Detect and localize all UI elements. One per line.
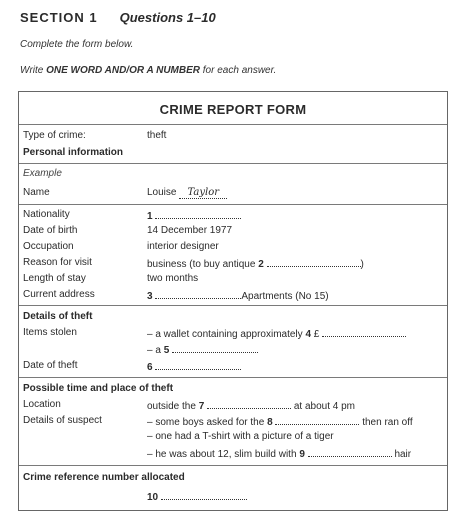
personal-info-heading: Personal information <box>23 147 124 158</box>
divider <box>19 163 447 164</box>
divider <box>19 377 447 378</box>
form-title: CRIME REPORT FORM <box>159 102 307 117</box>
q5-row <box>147 343 258 356</box>
date-of-theft-label: Date of theft <box>23 360 78 371</box>
section-title: SECTION 1 <box>20 10 98 25</box>
divider <box>19 305 447 306</box>
items-stolen-label: Items stolen <box>23 327 77 338</box>
name-first: Louise <box>147 187 177 198</box>
section-header <box>20 10 216 25</box>
questions-range: Questions 1–10 <box>119 10 216 25</box>
question-number: 6 <box>147 362 153 373</box>
nationality-label: Nationality <box>23 209 70 220</box>
crime-reference-heading: Crime reference number allocated <box>23 472 185 483</box>
suspect-text: hair <box>394 449 412 460</box>
reason-label: Reason for visit <box>23 257 92 268</box>
address-label: Current address <box>23 289 95 300</box>
location-label: Location <box>23 399 61 410</box>
instruction-word-limit-bold: ONE WORD AND/OR A NUMBER <box>46 65 200 76</box>
possible-time-place-heading: Possible time and place of theft <box>23 383 174 394</box>
location-text: outside the <box>147 401 199 412</box>
occupation-value: interior designer <box>147 241 219 252</box>
q8-row <box>147 415 413 428</box>
q6-row <box>147 360 241 373</box>
q10-row <box>147 490 247 503</box>
name-label: Name <box>23 187 50 198</box>
stay-value: two months <box>147 273 199 284</box>
q4-row <box>147 327 406 340</box>
stay-label: Length of stay <box>23 273 86 284</box>
instruction-complete: Complete the form below. <box>20 39 134 50</box>
question-number: 5 <box>163 345 170 356</box>
reason-close: ) <box>360 259 364 270</box>
question-number: 7 <box>198 401 205 412</box>
suspect-tiger-line: – one had a T-shirt with a picture of a tiger <box>147 431 334 442</box>
suspect-text: then ran off <box>362 417 413 428</box>
reason-text: business (to buy antique <box>147 259 259 270</box>
type-of-crime-value: theft <box>147 130 167 141</box>
currency-symbol: £ <box>313 329 320 340</box>
dob-label: Date of birth <box>23 225 78 236</box>
instruction-text-pre: Write <box>20 65 47 76</box>
suspect-label: Details of suspect <box>23 415 102 426</box>
instruction-word-limit <box>20 65 276 76</box>
crime-report-form <box>18 91 448 511</box>
theft-details-heading: Details of theft <box>23 311 93 322</box>
name-answer-line <box>179 187 227 199</box>
address-text: Apartments (No 15) <box>241 291 329 302</box>
example-label: Example <box>23 168 62 179</box>
question-number: 10 <box>147 492 159 503</box>
question-number: 1 <box>147 211 153 222</box>
q2-row <box>147 257 364 270</box>
question-number: 3 <box>147 291 153 302</box>
question-number: 4 <box>305 329 311 340</box>
answer-blank-9[interactable] <box>308 447 392 457</box>
divider <box>19 204 447 205</box>
answer-blank-8[interactable] <box>275 415 359 425</box>
divider <box>19 465 447 466</box>
instruction-text-post: for each answer. <box>200 65 277 76</box>
q9-row <box>147 447 411 460</box>
items-text: – a wallet containing approximately <box>147 329 306 340</box>
occupation-label: Occupation <box>23 241 74 252</box>
answer-blank-5[interactable] <box>172 343 258 353</box>
question-number: 2 <box>258 259 264 270</box>
items-text: – a <box>147 345 164 356</box>
answer-blank-4[interactable] <box>322 327 406 337</box>
answer-blank-7[interactable] <box>207 399 291 409</box>
name-value <box>147 187 227 199</box>
divider <box>19 124 447 125</box>
answer-blank-3[interactable] <box>155 289 241 299</box>
answer-blank-2[interactable] <box>267 257 361 267</box>
q3-row <box>147 289 329 302</box>
q7-row <box>147 399 355 412</box>
dob-value: 14 December 1977 <box>147 225 233 236</box>
type-of-crime-label: Type of crime: <box>23 130 86 141</box>
answer-blank-6[interactable] <box>155 360 241 370</box>
location-time: at about 4 pm <box>293 401 355 412</box>
answer-blank-10[interactable] <box>161 490 247 500</box>
q1-row <box>147 209 241 222</box>
question-number: 9 <box>299 449 305 460</box>
example-answer: Taylor <box>187 187 219 198</box>
suspect-text: – some boys asked for the <box>147 417 268 428</box>
answer-blank-1[interactable] <box>155 209 241 219</box>
suspect-text: – he was about 12, slim build with <box>147 449 300 460</box>
question-number: 8 <box>267 417 273 428</box>
